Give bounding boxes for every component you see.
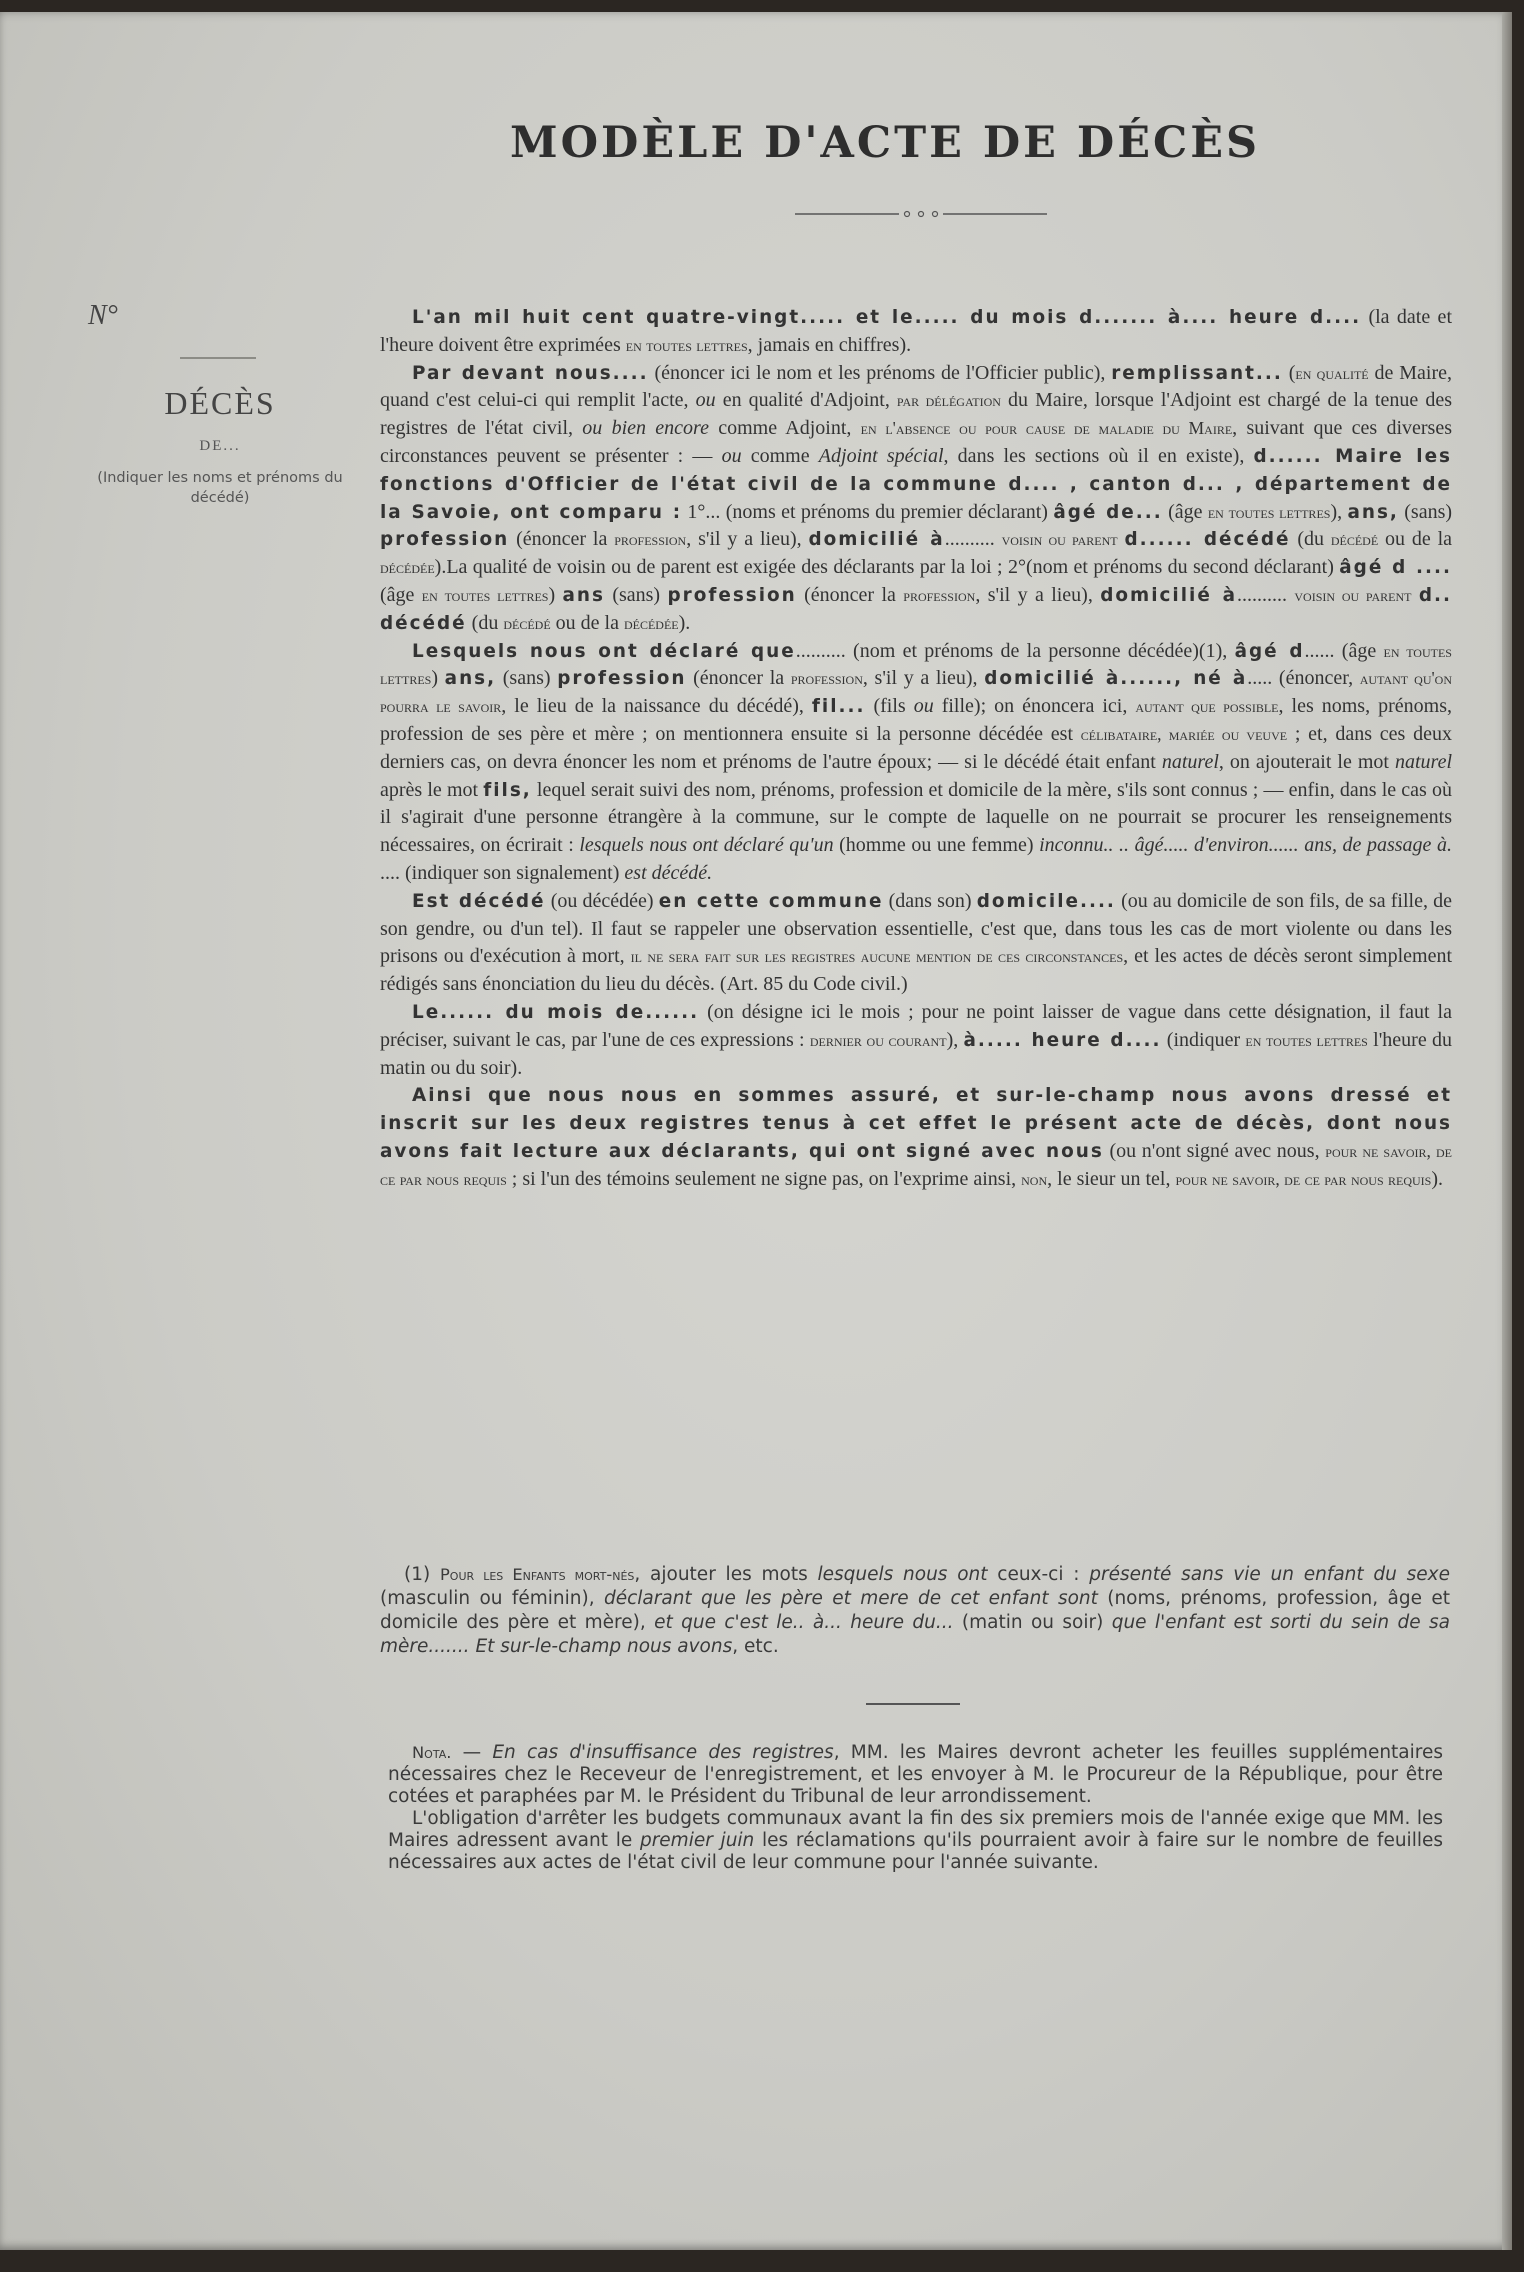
text-run: ou bien encore xyxy=(582,417,709,440)
text-run: (dans son) xyxy=(883,889,977,912)
text-run: naturel xyxy=(1394,750,1452,773)
text-run: de Maire, quand c'est celui-ci qui remplit l'acte, xyxy=(380,361,1452,412)
text-run: (sans) xyxy=(496,667,558,690)
text-run: , MM. les Maires devront acheter les feuilles supplémentaires nécessaires chez le Receveur de l'enregistrement, et les envoyer à M. le Procureur de la République, pour être cotées et paraphées par M. le Président du Tribunal de leur arrondissement. xyxy=(388,1742,1443,1807)
text-run: ) xyxy=(548,583,563,606)
text-run: .......... xyxy=(1236,583,1295,606)
text-run: âgé d xyxy=(1234,640,1305,662)
text-run: Ainsi que nous nous en sommes assuré, et sur-le-champ nous avons dressé et inscrit sur les deux registres tenus à cet effet le présent acte de décès, dont nous avons fait lecture aux déclarants, qui ont signé avec nous xyxy=(380,1085,1452,1162)
text-run: (sans) xyxy=(1398,500,1453,523)
text-run: lesquels nous ont déclaré qu'un xyxy=(579,834,834,857)
text-run: il ne sera fait sur les registres aucune mention de ces circonstances xyxy=(630,946,1124,967)
text-run: inconnu.. .. âgé..... d'environ...... ans, de passage à. xyxy=(1039,834,1452,857)
text-run: d...... décédé xyxy=(1124,529,1291,551)
text-run: (âge xyxy=(1162,500,1208,523)
text-run: (noms, prénoms, profession, âge et domicile des père et mère), xyxy=(380,1588,1450,1633)
text-run: Pour les Enfants mort-nés xyxy=(439,1565,635,1584)
text-run: en toutes lettres xyxy=(625,334,748,355)
text-run: ) xyxy=(431,667,445,690)
paragraph-date xyxy=(380,304,1452,360)
text-run: (homme ou une femme) xyxy=(833,834,1040,857)
text-run: ), xyxy=(1330,500,1348,523)
text-run: profession xyxy=(790,668,863,689)
text-run: profession xyxy=(557,668,687,690)
text-run: ).La qualité de voisin ou de parent est exigée des déclarants par la loi ; 2°(nom et prénoms du second déclarant) xyxy=(434,556,1340,579)
text-run: pour ne savoir, de ce par nous requis xyxy=(1175,1168,1432,1189)
text-run: ou de la xyxy=(550,611,624,634)
text-run: en cette commune xyxy=(658,890,884,912)
act-body xyxy=(380,304,1452,1194)
paragraph-signature xyxy=(380,1082,1452,1193)
text-run: premier juin xyxy=(639,1830,755,1851)
text-run: L'obligation d'arrêter les budgets communaux avant la fin des six premiers mois de l'année exige que MM. les Maires adressent avant le xyxy=(388,1808,1443,1851)
text-run: En cas d'insuffisance des registres xyxy=(492,1742,834,1763)
text-run: domicilié à......, né à xyxy=(984,668,1248,690)
page-edge xyxy=(1502,12,1512,2250)
text-run: à..... heure d.... xyxy=(963,1029,1162,1051)
text-run: décédée xyxy=(623,612,679,633)
text-run: (du xyxy=(466,611,504,634)
text-run: (énoncer la xyxy=(796,583,904,606)
text-run: ). xyxy=(678,611,691,634)
text-run: , ajouter les mots xyxy=(634,1564,818,1585)
text-run: en qualité xyxy=(1295,362,1369,383)
paragraph-declaration xyxy=(380,638,1452,888)
text-run xyxy=(1118,528,1125,550)
text-run: ans, xyxy=(1347,501,1399,523)
margin-subheading: DE... xyxy=(199,438,241,454)
text-run: du Maire, lorsque l'Adjoint est chargé de la tenue des registres de l'état civil, xyxy=(380,389,1452,440)
text-run: en l'absence ou pour cause de maladie du Maire xyxy=(860,418,1233,439)
text-run: (du xyxy=(1290,528,1331,551)
text-run: par délégation xyxy=(896,390,1001,411)
text-run: L'an mil huit cent quatre-vingt..... et le..... du mois d....... à.... heure d.... xyxy=(412,307,1362,328)
footnote xyxy=(380,1563,1450,1659)
text-run: autant qu'on pourra le savoir xyxy=(380,668,1453,717)
text-run: Est décédé xyxy=(412,890,546,912)
paragraph-officer xyxy=(380,360,1452,638)
text-run: d.. décédé xyxy=(380,584,1453,634)
text-run: Nota. xyxy=(412,1743,452,1762)
text-run: Le...... du mois de...... xyxy=(412,1001,700,1023)
text-run: en toutes lettres xyxy=(380,640,1452,689)
text-run: ). xyxy=(1431,1167,1444,1190)
text-run: profession xyxy=(903,584,976,605)
text-run: , dans les sections où il en existe), xyxy=(943,444,1254,467)
text-run: , le sieur un tel, xyxy=(1047,1167,1176,1190)
text-run: .......... xyxy=(944,528,1002,551)
text-run: ou de la xyxy=(1378,528,1453,551)
text-run: pour ne savoir, de ce par nous requis xyxy=(380,1140,1452,1189)
text-run: (on désigne ici le mois ; pour ne point laisser de vague dans cette désignation, il faut la préciser, suivant le cas, par l'une de ces expressions : xyxy=(380,1000,1452,1051)
text-run: domicilié à xyxy=(808,529,945,551)
text-run: (la date et l'heure doivent être exprimées xyxy=(380,306,1452,356)
text-run: (énoncer la xyxy=(509,528,615,551)
text-run: , s'il y a lieu), xyxy=(975,583,1101,606)
text-run: décédé xyxy=(503,612,551,633)
text-run: dernier ou courant xyxy=(809,1029,947,1050)
text-run: d...... Maire les fonctions d'Officier de l'état civil de la commune d.... , canton d... , département de la Savoie, ont comparu : xyxy=(380,445,1453,523)
text-run: Et sur-le-champ nous avons xyxy=(475,1636,733,1657)
nota-paragraph xyxy=(388,1808,1443,1874)
text-run: (matin ou soir) xyxy=(953,1612,1112,1633)
text-run: en toutes lettres xyxy=(1207,501,1331,522)
text-run: (ou au domicile de son fils, de sa fille, de son gendre, ou d'un tel). Il faut se rappeler une observation essentielle, c'est que, dans tous les cas de mort violente ou dans les prisons ou d'exécution à mort, xyxy=(380,889,1452,968)
page-title: MODÈLE D'ACTE DE DÉCÈS xyxy=(510,118,1261,168)
text-run: lequel serait suivi des nom, prénoms, profession et domicile de la mère, s'ils sont connus ; — enfin, dans le cas où il s'agirait d'une personne étrangère à la commune, sur le compte de laquelle on ne pourrait se procurer les renseignements nécessaires, on écrirait : xyxy=(380,778,1452,857)
text-run: domicile.... xyxy=(976,890,1116,912)
nota-block xyxy=(388,1742,1443,1874)
text-run: décédée xyxy=(380,557,435,578)
text-run: ; si l'un des témoins seulement ne signe pas, on l'exprime ainsi, xyxy=(506,1167,1022,1190)
text-run: 1°... (noms et prénoms du premier déclarant) xyxy=(682,500,1054,523)
text-run: , s'il y a lieu), xyxy=(862,667,985,690)
text-run: , jamais en chiffres). xyxy=(747,333,912,356)
text-run: ( xyxy=(1282,361,1296,384)
text-run: Adjoint spécial xyxy=(818,444,944,467)
text-run: (ou n'ont signé avec nous, xyxy=(1103,1139,1326,1162)
text-run: , suivant que ces diverses circonstances peuvent se présenter : — xyxy=(380,417,1452,467)
text-run: ceux-ci : xyxy=(987,1564,1090,1585)
text-run: ou xyxy=(913,695,934,718)
text-run: (fils xyxy=(865,695,914,718)
text-run: célibataire, mariée ou veuve xyxy=(1080,723,1288,744)
text-run: remplissant... xyxy=(1111,362,1283,384)
text-run: ans xyxy=(562,584,605,606)
text-run: l'heure du matin ou du soir). xyxy=(380,1028,1452,1079)
text-run: profession xyxy=(380,529,510,551)
footnote-text xyxy=(380,1563,1450,1659)
text-run: (indiquer xyxy=(1161,1028,1246,1051)
text-run: et que c'est le.. à... heure du... xyxy=(654,1612,954,1633)
text-run: (sans) xyxy=(604,583,668,606)
text-run: ou xyxy=(721,444,742,467)
text-run: .......... (nom et prénoms de la personne décédée)(1), xyxy=(795,639,1235,662)
text-run: , on ajouterait le mot xyxy=(1218,750,1395,773)
act-number-label: N° xyxy=(88,300,118,331)
text-run: non xyxy=(1021,1168,1048,1189)
text-run: est décédé. xyxy=(624,861,713,884)
text-run: âgé de... xyxy=(1053,501,1163,523)
text-run: Par devant nous.... xyxy=(412,362,649,384)
text-run: Lesquels nous ont déclaré que xyxy=(412,640,796,662)
text-run: profession xyxy=(667,584,797,606)
text-run: (énoncer ici le nom et les prénoms de l'Officier public), xyxy=(648,361,1112,384)
text-run: en qualité d'Adjoint, xyxy=(715,389,897,412)
text-run: comme xyxy=(741,444,819,467)
text-run: ou xyxy=(695,389,716,412)
text-run: domicilié à xyxy=(1100,584,1237,606)
text-run: , et les actes de décès seront simplement rédigés sans énonciation du lieu du décès. (Art. 85 du Code civil.) xyxy=(380,945,1453,996)
margin-divider xyxy=(180,357,256,359)
margin-note: (Indiquer les noms et prénoms du décédé) xyxy=(97,470,343,506)
text-run: âgé d .... xyxy=(1339,557,1452,579)
text-run: ; et, dans ces deux derniers cas, on devra énoncer les nom et prénoms de l'autre époux; — si le décédé était enfant xyxy=(380,722,1452,773)
text-run: ..... (énoncer, xyxy=(1247,667,1360,690)
text-run: .... (indiquer son signalement) xyxy=(380,861,625,884)
text-run: ans, xyxy=(444,668,497,690)
text-run: présenté sans vie un enfant du sexe xyxy=(1089,1564,1450,1585)
text-run: fils, xyxy=(483,779,532,801)
text-run: (énoncer la xyxy=(686,667,791,690)
nota-paragraph xyxy=(388,1742,1443,1808)
text-run: , le lieu de la naissance du décédé), xyxy=(501,695,812,718)
text-run: , etc. xyxy=(732,1636,779,1657)
ornament-rule-icon xyxy=(795,206,1047,222)
text-run: décédé xyxy=(1330,529,1379,550)
text-run: (masculin ou féminin), xyxy=(380,1588,604,1609)
text-run: (âge xyxy=(380,583,422,606)
text-run: voisin ou parent xyxy=(1294,584,1412,605)
text-run: , les noms, prénoms, profession de ses père et mère ; on mentionnera ensuite si la personne décédée est xyxy=(380,695,1452,745)
paragraph-place xyxy=(380,888,1452,999)
text-run xyxy=(1412,584,1419,606)
text-run: fil... xyxy=(811,696,866,718)
text-run: déclarant que les père et mere de cet enfant sont xyxy=(603,1588,1098,1609)
text-run: (1) xyxy=(404,1564,440,1585)
text-run: que l'enfant est sorti du sein de sa mère....... xyxy=(380,1612,1450,1657)
text-run: ), xyxy=(946,1028,964,1051)
text-run: en toutes lettres xyxy=(1245,1029,1368,1050)
text-run: voisin ou parent xyxy=(1001,529,1118,550)
text-run: fille); on énoncera ici, xyxy=(933,695,1136,718)
text-run: après le mot xyxy=(380,778,484,801)
paragraph-time xyxy=(380,999,1452,1082)
text-run: , s'il y a lieu), xyxy=(686,528,809,551)
text-run: profession xyxy=(614,529,687,550)
text-run: — xyxy=(451,1742,493,1763)
text-run: ...... (âge xyxy=(1304,639,1384,662)
margin-heading: DÉCÈS xyxy=(164,385,276,421)
text-run: les réclamations qu'ils pourraient avoir à faire sur le nombre de feuilles nécessaires aux actes de l'état civil de leur commune pour l'année suivante. xyxy=(388,1830,1443,1873)
text-run: en toutes lettres xyxy=(421,584,549,605)
section-divider xyxy=(866,1703,960,1705)
text-run: autant que possible xyxy=(1135,696,1279,717)
text-run: comme Adjoint, xyxy=(708,417,861,440)
text-run: naturel xyxy=(1161,750,1219,773)
text-run: (ou décédée) xyxy=(545,889,659,912)
text-run: lesquels nous ont xyxy=(817,1564,988,1585)
